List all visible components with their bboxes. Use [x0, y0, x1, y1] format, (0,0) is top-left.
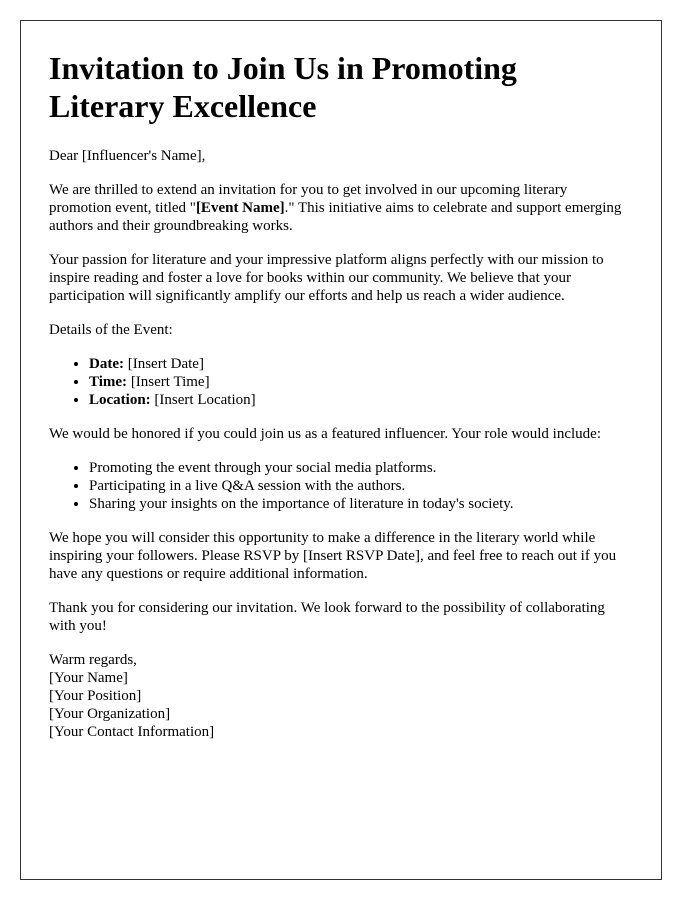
- role-intro: We would be honored if you could join us as a featured influencer. Your role would include:: [49, 426, 601, 442]
- detail-value: [Insert Location]: [150, 392, 256, 408]
- letter-title: Invitation to Join Us in Promoting Literary Excellence: [49, 50, 517, 124]
- intro-text-after: ." This initiative aims to celebrate and support emerging authors and their groundbreaking works.: [49, 200, 622, 234]
- event-name: [Event Name]: [195, 200, 285, 216]
- detail-item-date: [89, 355, 633, 373]
- detail-item-location: [89, 391, 633, 409]
- thanks-paragraph: Thank you for considering our invitation. We look forward to the possibility of collaborating with you!: [49, 600, 605, 634]
- signature-block: [49, 651, 633, 741]
- event-details-list: [49, 355, 633, 409]
- details-heading: Details of the Event:: [49, 322, 173, 338]
- detail-label: Time:: [89, 374, 128, 390]
- passion-paragraph: Your passion for literature and your impressive platform aligns perfectly with our mission to inspire reading and foster a love for books within our community. We believe that your participation will significantly amplify our efforts and help us reach a wider audience.: [49, 252, 604, 304]
- hope-paragraph: We hope you will consider this opportunity to make a difference in the literary world while inspiring your followers. Please RSVP by [Insert RSVP Date], and feel free to reach out if you have any questions or require additional information.: [49, 530, 617, 582]
- role-item: • Sharing your insights on the importance of literature in today's society.: [89, 495, 633, 513]
- detail-value: [Insert Time]: [127, 374, 210, 390]
- intro-paragraph: [49, 181, 633, 235]
- roles-list: [49, 459, 633, 513]
- signature-contact: [Your Contact Information]: [49, 724, 215, 740]
- detail-value: [Insert Date]: [123, 356, 204, 372]
- letter-container: [20, 20, 662, 880]
- detail-label: Location:: [89, 392, 151, 408]
- signature-position: [Your Position]: [49, 688, 142, 704]
- detail-label: Date:: [89, 356, 124, 372]
- role-item: • Participating in a live Q&A session with the authors.: [89, 477, 633, 495]
- role-item: • Promoting the event through your social media platforms.: [89, 459, 633, 477]
- signature-name: [Your Name]: [49, 670, 128, 686]
- greeting: Dear [Influencer's Name],: [49, 148, 206, 164]
- signature-organization: [Your Organization]: [49, 706, 171, 722]
- detail-item-time: [89, 373, 633, 391]
- closing: Warm regards,: [49, 652, 137, 668]
- intro-text-before: We are thrilled to extend an invitation for you to get involved in our upcoming literary promotion event, titled ": [49, 182, 568, 216]
